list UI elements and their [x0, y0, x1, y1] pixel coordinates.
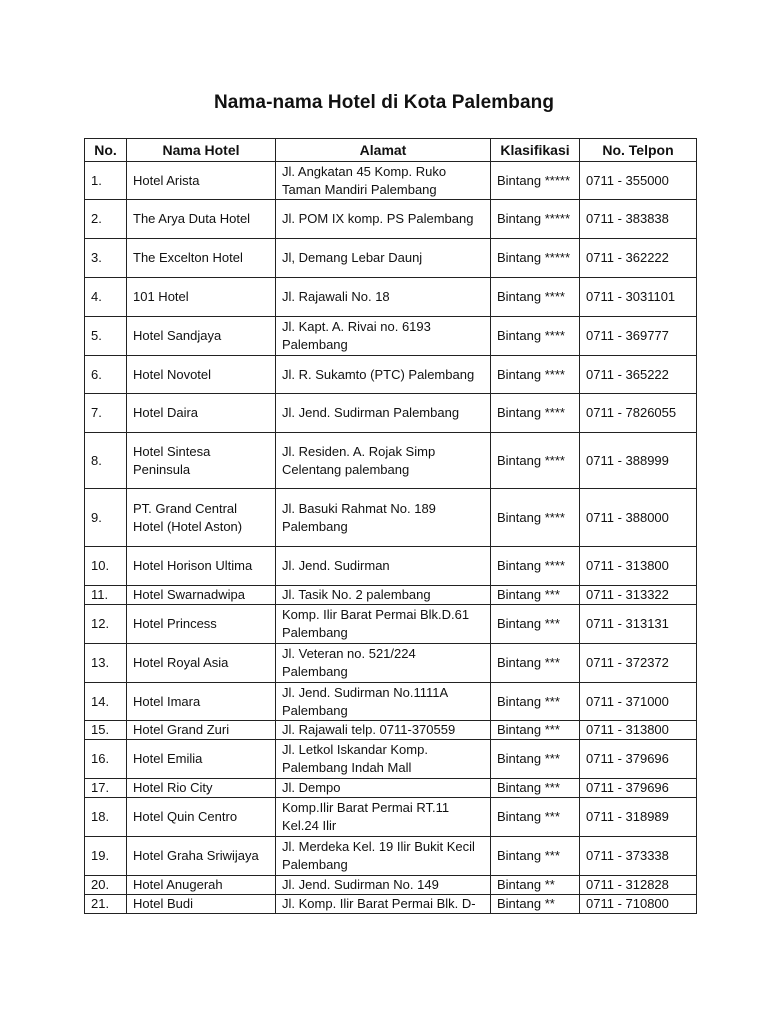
cell-klasifikasi: Bintang ****	[491, 356, 580, 394]
cell-telpon: 0711 - 379696	[580, 779, 697, 798]
cell-nama-hotel: Hotel Daira	[127, 394, 276, 433]
cell-nama-hotel: Hotel Swarnadwipa	[127, 586, 276, 605]
cell-no: 15.	[85, 721, 127, 740]
cell-no: 11.	[85, 586, 127, 605]
cell-klasifikasi: Bintang ***	[491, 605, 580, 644]
cell-alamat: Jl. R. Sukamto (PTC) Palembang	[276, 356, 491, 394]
cell-klasifikasi: Bintang **	[491, 876, 580, 895]
cell-alamat: Jl. Basuki Rahmat No. 189 Palembang	[276, 489, 491, 547]
cell-alamat: Jl. Jend. Sudirman No. 149	[276, 876, 491, 895]
cell-telpon: 0711 - 313131	[580, 605, 697, 644]
cell-nama-hotel: The Arya Duta Hotel	[127, 200, 276, 239]
table-row	[85, 586, 697, 605]
cell-no: 9.	[85, 489, 127, 547]
header-no: No.	[85, 139, 127, 162]
cell-telpon: 0711 - 365222	[580, 356, 697, 394]
cell-no: 20.	[85, 876, 127, 895]
cell-klasifikasi: Bintang *****	[491, 162, 580, 200]
page-title: Nama-nama Hotel di Kota Palembang	[213, 92, 555, 113]
cell-alamat: Jl, Demang Lebar Daunj	[276, 239, 491, 278]
cell-nama-hotel: The Excelton Hotel	[127, 239, 276, 278]
cell-nama-hotel: Hotel Novotel	[127, 356, 276, 394]
cell-alamat: Jl. Veteran no. 521/224 Palembang	[276, 644, 491, 683]
cell-no: 4.	[85, 278, 127, 317]
table-row	[85, 489, 697, 547]
cell-no: 3.	[85, 239, 127, 278]
cell-nama-hotel: 101 Hotel	[127, 278, 276, 317]
cell-alamat: Jl. POM IX komp. PS Palembang	[276, 200, 491, 239]
cell-nama-hotel: Hotel Imara	[127, 683, 276, 721]
cell-klasifikasi: Bintang ***	[491, 779, 580, 798]
cell-nama-hotel: Hotel Horison Ultima	[127, 547, 276, 586]
cell-nama-hotel: Hotel Anugerah	[127, 876, 276, 895]
cell-telpon: 0711 - 388000	[580, 489, 697, 547]
cell-no: 5.	[85, 317, 127, 356]
cell-no: 14.	[85, 683, 127, 721]
cell-nama-hotel: PT. Grand Central Hotel (Hotel Aston)	[127, 489, 276, 547]
table-row	[85, 895, 697, 914]
cell-telpon: 0711 - 362222	[580, 239, 697, 278]
header-nama-hotel: Nama Hotel	[127, 139, 276, 162]
cell-alamat: Komp. Ilir Barat Permai Blk.D.61 Palembang	[276, 605, 491, 644]
cell-alamat: Jl. Merdeka Kel. 19 Ilir Bukit Kecil Palembang	[276, 837, 491, 876]
table-row	[85, 278, 697, 317]
cell-telpon: 0711 - 313800	[580, 547, 697, 586]
cell-klasifikasi: Bintang ****	[491, 489, 580, 547]
cell-alamat: Jl. Letkol Iskandar Komp. Palembang Indah Mall	[276, 740, 491, 779]
cell-telpon: 0711 - 369777	[580, 317, 697, 356]
cell-klasifikasi: Bintang ***	[491, 740, 580, 779]
cell-nama-hotel: Hotel Grand Zuri	[127, 721, 276, 740]
cell-telpon: 0711 - 312828	[580, 876, 697, 895]
cell-nama-hotel: Hotel Royal Asia	[127, 644, 276, 683]
header-no-telpon: No. Telpon	[580, 139, 697, 162]
header-klasifikasi: Klasifikasi	[491, 139, 580, 162]
cell-klasifikasi: Bintang ****	[491, 278, 580, 317]
table-row	[85, 356, 697, 394]
cell-no: 8.	[85, 433, 127, 489]
cell-telpon: 0711 - 710800	[580, 895, 697, 914]
table-row	[85, 876, 697, 895]
cell-nama-hotel: Hotel Rio City	[127, 779, 276, 798]
cell-nama-hotel: Hotel Arista	[127, 162, 276, 200]
cell-klasifikasi: Bintang ***	[491, 644, 580, 683]
cell-alamat: Jl. Rajawali No. 18	[276, 278, 491, 317]
cell-nama-hotel: Hotel Emilia	[127, 740, 276, 779]
cell-alamat: Jl. Jend. Sudirman No.1111A Palembang	[276, 683, 491, 721]
cell-klasifikasi: Bintang **	[491, 895, 580, 914]
cell-klasifikasi: Bintang ****	[491, 317, 580, 356]
cell-telpon: 0711 - 3031101	[580, 278, 697, 317]
cell-no: 16.	[85, 740, 127, 779]
cell-no: 10.	[85, 547, 127, 586]
header-alamat: Alamat	[276, 139, 491, 162]
hotel-table	[84, 138, 697, 914]
cell-telpon: 0711 - 313322	[580, 586, 697, 605]
table-row	[85, 239, 697, 278]
cell-telpon: 0711 - 355000	[580, 162, 697, 200]
cell-klasifikasi: Bintang *****	[491, 200, 580, 239]
cell-no: 7.	[85, 394, 127, 433]
cell-alamat: Jl. Dempo	[276, 779, 491, 798]
table-row	[85, 644, 697, 683]
cell-klasifikasi: Bintang ***	[491, 798, 580, 837]
cell-no: 2.	[85, 200, 127, 239]
cell-klasifikasi: Bintang ***	[491, 683, 580, 721]
cell-alamat: Jl. Komp. Ilir Barat Permai Blk. D-	[276, 895, 491, 914]
cell-telpon: 0711 - 373338	[580, 837, 697, 876]
cell-nama-hotel: Hotel Princess	[127, 605, 276, 644]
table-row	[85, 740, 697, 779]
cell-no: 1.	[85, 162, 127, 200]
table-row	[85, 200, 697, 239]
cell-alamat: Jl. Jend. Sudirman	[276, 547, 491, 586]
table-row	[85, 798, 697, 837]
table-row	[85, 837, 697, 876]
table-row	[85, 394, 697, 433]
table-row	[85, 547, 697, 586]
cell-nama-hotel: Hotel Budi	[127, 895, 276, 914]
cell-telpon: 0711 - 7826055	[580, 394, 697, 433]
cell-nama-hotel: Hotel Sintesa Peninsula	[127, 433, 276, 489]
table-row	[85, 683, 697, 721]
cell-no: 6.	[85, 356, 127, 394]
table-row	[85, 721, 697, 740]
cell-no: 12.	[85, 605, 127, 644]
cell-klasifikasi: Bintang ****	[491, 547, 580, 586]
cell-nama-hotel: Hotel Graha Sriwijaya	[127, 837, 276, 876]
cell-alamat: Jl. Jend. Sudirman Palembang	[276, 394, 491, 433]
table-row	[85, 605, 697, 644]
cell-telpon: 0711 - 388999	[580, 433, 697, 489]
cell-telpon: 0711 - 379696	[580, 740, 697, 779]
cell-klasifikasi: Bintang ***	[491, 721, 580, 740]
cell-alamat: Komp.Ilir Barat Permai RT.11 Kel.24 Ilir	[276, 798, 491, 837]
table-header-row	[85, 139, 697, 162]
table-row	[85, 162, 697, 200]
cell-alamat: Jl. Rajawali telp. 0711-370559	[276, 721, 491, 740]
cell-nama-hotel: Hotel Quin Centro	[127, 798, 276, 837]
cell-telpon: 0711 - 318989	[580, 798, 697, 837]
table-row	[85, 433, 697, 489]
cell-no: 18.	[85, 798, 127, 837]
cell-klasifikasi: Bintang ***	[491, 837, 580, 876]
cell-telpon: 0711 - 383838	[580, 200, 697, 239]
cell-no: 13.	[85, 644, 127, 683]
cell-alamat: Jl. Residen. A. Rojak Simp Celentang palembang	[276, 433, 491, 489]
cell-telpon: 0711 - 372372	[580, 644, 697, 683]
cell-klasifikasi: Bintang ****	[491, 433, 580, 489]
cell-alamat: Jl. Tasik No. 2 palembang	[276, 586, 491, 605]
table-row	[85, 317, 697, 356]
cell-telpon: 0711 - 371000	[580, 683, 697, 721]
cell-nama-hotel: Hotel Sandjaya	[127, 317, 276, 356]
cell-telpon: 0711 - 313800	[580, 721, 697, 740]
cell-klasifikasi: Bintang *****	[491, 239, 580, 278]
table-body	[85, 162, 697, 914]
table-row	[85, 779, 697, 798]
cell-alamat: Jl. Kapt. A. Rivai no. 6193 Palembang	[276, 317, 491, 356]
cell-alamat: Jl. Angkatan 45 Komp. Ruko Taman Mandiri Palembang	[276, 162, 491, 200]
cell-klasifikasi: Bintang ***	[491, 586, 580, 605]
cell-klasifikasi: Bintang ****	[491, 394, 580, 433]
cell-no: 19.	[85, 837, 127, 876]
cell-no: 17.	[85, 779, 127, 798]
cell-no: 21.	[85, 895, 127, 914]
